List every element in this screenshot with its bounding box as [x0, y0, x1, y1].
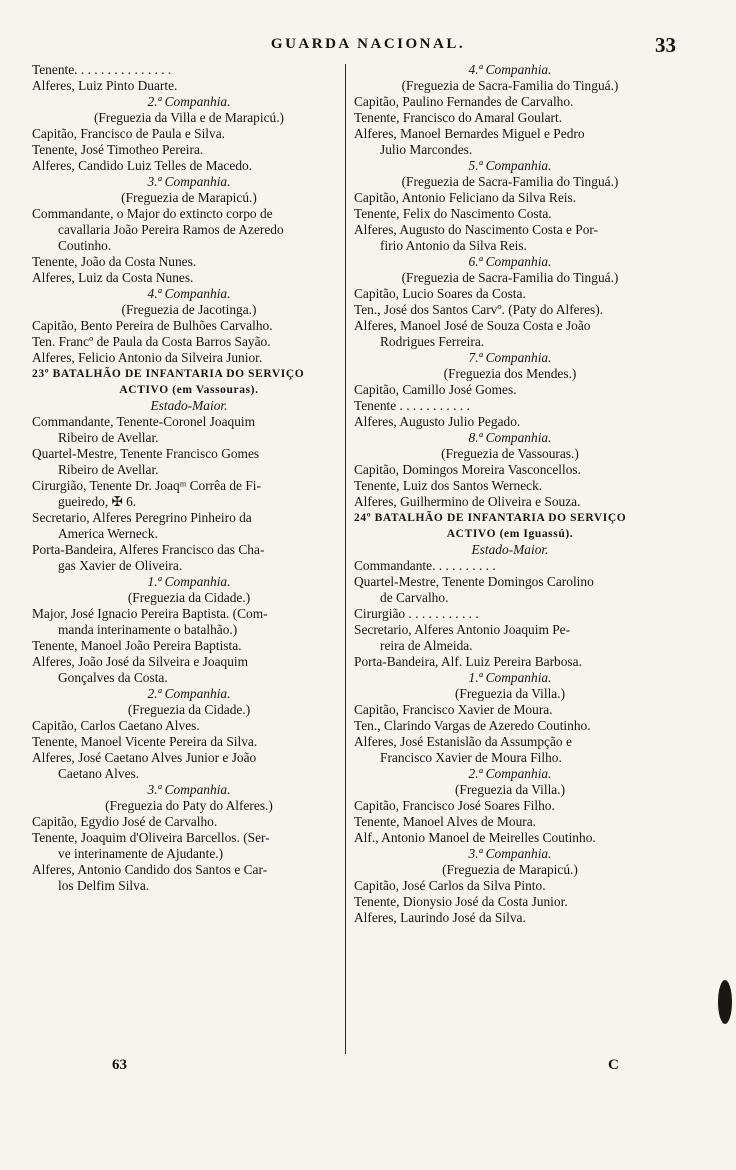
parish-subheading: (Freguezia da Cidade.) [127, 702, 251, 717]
text-line: Commandante, o Major do extincto corpo de [32, 206, 273, 221]
text-line: Alferes, João José da Silveira e Joaquim [32, 654, 249, 669]
text-line: Capitão, Bento Pereira de Bulhões Carvalho. [32, 318, 273, 333]
text-line: gas Xavier de Oliveira. [58, 558, 183, 573]
text-line: Gonçalves da Costa. [58, 670, 168, 685]
parish-subheading: (Freguezia da Villa e de Marapicú.) [93, 110, 285, 125]
text-line: ve interinamente de Ajudante.) [58, 846, 224, 861]
text-line: de Carvalho. [380, 590, 449, 605]
parish-subheading: (Freguezia de Marapicú.) [442, 862, 578, 877]
text-line: Tenente, Felix do Nascimento Costa. [354, 206, 552, 221]
section-heading: 7.ª Companhia. [468, 350, 552, 365]
text-line: Capitão, Domingos Moreira Vasconcellos. [354, 462, 581, 477]
left-column [32, 62, 346, 894]
text-line: reira de Almeida. [380, 638, 473, 653]
battalion-heading: ACTIVO (em Vassouras). [119, 384, 259, 396]
text-line: Major, José Ignacio Pereira Baptista. (Com- [32, 606, 268, 621]
parish-subheading: (Freguezia de Jacotinga.) [121, 302, 257, 317]
text-line: Cirurgião . . . . . . . . . . . [354, 606, 479, 621]
text-line: Caetano Alves. [58, 766, 140, 781]
text-line: Tenente. . . . . . . . . . . . . . . [32, 62, 172, 77]
text-line: firio Antonio da Silva Reis. [380, 238, 527, 253]
text-line: manda interinamente o batalhão.) [58, 622, 238, 637]
text-line: Ten., José dos Santos Carvº. (Paty do Alferes). [354, 302, 604, 317]
text-line: Coutinho. [58, 238, 112, 253]
text-line: Julio Marcondes. [380, 142, 473, 157]
text-line: los Delfim Silva. [58, 878, 150, 893]
text-line: Porta-Bandeira, Alf. Luiz Pereira Barbosa. [354, 654, 582, 669]
text-line: gueiredo, ✠ 6. [58, 494, 137, 509]
text-line: Rodrigues Ferreira. [380, 334, 485, 349]
battalion-heading: ACTIVO (em Iguassú). [446, 528, 574, 540]
text-line: Capitão, Francisco José Soares Filho. [354, 798, 555, 813]
parish-subheading: (Freguezia de Sacra-Familia do Tinguá.) [401, 174, 619, 189]
section-heading: 4.ª Companhia. [147, 286, 231, 301]
parish-subheading: (Freguezia da Villa.) [454, 686, 566, 701]
parish-subheading: (Freguezia da Villa.) [454, 782, 566, 797]
section-heading: 2.ª Companhia. [468, 766, 552, 781]
text-line: Tenente, Luiz dos Santos Werneck. [354, 478, 543, 493]
text-line: Capitão, Egydio José de Carvalho. [32, 814, 218, 829]
section-heading: Estado-Maior. [471, 542, 549, 557]
section-heading: Estado-Maior. [150, 398, 228, 413]
text-line: Alferes, Candido Luiz Telles de Macedo. [32, 158, 253, 173]
section-heading: 1.ª Companhia. [147, 574, 231, 589]
running-header: GUARDA NACIONAL. [270, 36, 466, 52]
signature-mark-right: C [608, 1057, 619, 1073]
text-line: Tenente, José Timotheo Pereira. [32, 142, 204, 157]
section-heading: 4.ª Companhia. [468, 62, 552, 77]
text-line: Tenente . . . . . . . . . . . [354, 398, 470, 413]
text-line: Tenente, Manoel João Pereira Baptista. [32, 638, 242, 653]
text-line: Quartel-Mestre, Tenente Francisco Gomes [32, 446, 260, 461]
section-heading: 2.ª Companhia. [147, 94, 231, 109]
text-line: Francisco Xavier de Moura Filho. [380, 750, 562, 765]
text-line: Ribeiro de Avellar. [58, 430, 159, 445]
text-line: Secretario, Alferes Peregrino Pinheiro da [32, 510, 252, 525]
parish-subheading: (Freguezia de Vassouras.) [441, 446, 579, 461]
text-line: Capitão, Lucio Soares da Costa. [354, 286, 526, 301]
text-line: Tenente, Dionysio José da Costa Junior. [354, 894, 568, 909]
text-line: Capitão, Paulino Fernandes de Carvalho. [354, 94, 574, 109]
section-heading: 8.ª Companhia. [468, 430, 552, 445]
section-heading: 5.ª Companhia. [468, 158, 552, 173]
section-heading: 1.ª Companhia. [468, 670, 552, 685]
battalion-heading: 23º BATALHÃO DE INFANTARIA DO SERVIÇO [32, 368, 305, 380]
column-divider [345, 64, 346, 1054]
text-line: cavallaria João Pereira Ramos de Azeredo [58, 222, 284, 237]
battalion-heading: 24º BATALHÃO DE INFANTARIA DO SERVIÇO [354, 512, 627, 524]
parish-subheading: (Freguezia de Marapicú.) [121, 190, 257, 205]
text-line: Alferes, Luiz da Costa Nunes. [32, 270, 194, 285]
section-heading: 6.ª Companhia. [468, 254, 552, 269]
text-line: Ten. Francº de Paula da Costa Barros Sayão. [32, 334, 271, 349]
text-line: Ten., Clarindo Vargas de Azeredo Coutinho. [354, 718, 591, 733]
section-heading: 3.ª Companhia. [147, 782, 231, 797]
ink-smudge [718, 980, 732, 1024]
signature-mark-left: 63 [112, 1057, 127, 1073]
text-line: America Werneck. [58, 526, 158, 541]
text-line: Capitão, Carlos Caetano Alves. [32, 718, 200, 733]
text-line: Alf., Antonio Manoel de Meirelles Coutinho. [354, 830, 596, 845]
text-line: Ribeiro de Avellar. [58, 462, 159, 477]
parish-subheading: (Freguezia de Sacra-Familia do Tinguá.) [401, 78, 619, 93]
parish-subheading: (Freguezia da Cidade.) [127, 590, 251, 605]
text-line: Commandante. . . . . . . . . . [354, 558, 496, 573]
text-line: Cirurgião, Tenente Dr. Joaqᵐ Corrêa de Fi- [32, 478, 261, 493]
right-column [354, 62, 666, 926]
text-line: Alferes, Manoel Bernardes Miguel e Pedro [354, 126, 585, 141]
section-heading: 3.ª Companhia. [468, 846, 552, 861]
text-line: Capitão, Francisco de Paula e Silva. [32, 126, 226, 141]
text-line: Quartel-Mestre, Tenente Domingos Carolino [354, 574, 594, 589]
text-line: Capitão, Francisco Xavier de Moura. [354, 702, 553, 717]
text-line: Alferes, José Estanislão da Assumpção e [354, 734, 572, 749]
section-heading: 2.ª Companhia. [147, 686, 231, 701]
text-line: Alferes, Felicio Antonio da Silveira Junior. [32, 350, 263, 365]
text-line: Tenente, Manoel Vicente Pereira da Silva. [32, 734, 258, 749]
text-line: Tenente, Joaquim d'Oliveira Barcellos. (Ser- [32, 830, 270, 845]
text-line: Alferes, Augusto do Nascimento Costa e Por- [354, 222, 599, 237]
text-line: Tenente, Francisco do Amaral Goulart. [354, 110, 563, 125]
page-number: 33 [655, 33, 676, 57]
text-line: Tenente, Manoel Alves de Moura. [354, 814, 537, 829]
text-line: Secretario, Alferes Antonio Joaquim Pe- [354, 622, 571, 637]
section-heading: 3.ª Companhia. [147, 174, 231, 189]
text-line: Alferes, José Caetano Alves Junior e João [32, 750, 257, 765]
text-line: Alferes, Guilhermino de Oliveira e Souza. [354, 494, 581, 509]
parish-subheading: (Freguezia dos Mendes.) [443, 366, 577, 381]
text-line: Alferes, Manoel José de Souza Costa e João [354, 318, 591, 333]
text-line: Commandante, Tenente-Coronel Joaquim [32, 414, 256, 429]
text-line: Capitão, Camillo José Gomes. [354, 382, 517, 397]
text-line: Alferes, Laurindo José da Silva. [354, 910, 526, 925]
text-line: Alferes, Luiz Pinto Duarte. [32, 78, 178, 93]
text-line: Capitão, José Carlos da Silva Pinto. [354, 878, 546, 893]
text-line: Tenente, João da Costa Nunes. [32, 254, 197, 269]
parish-subheading: (Freguezia do Paty do Alferes.) [105, 798, 273, 813]
text-line: Capitão, Antonio Feliciano da Silva Reis. [354, 190, 577, 205]
text-line: Alferes, Antonio Candido dos Santos e Car- [32, 862, 268, 877]
text-line: Alferes, Augusto Julio Pegado. [354, 414, 521, 429]
text-line: Porta-Bandeira, Alferes Francisco das Cha- [32, 542, 265, 557]
parish-subheading: (Freguezia de Sacra-Familia do Tinguá.) [401, 270, 619, 285]
